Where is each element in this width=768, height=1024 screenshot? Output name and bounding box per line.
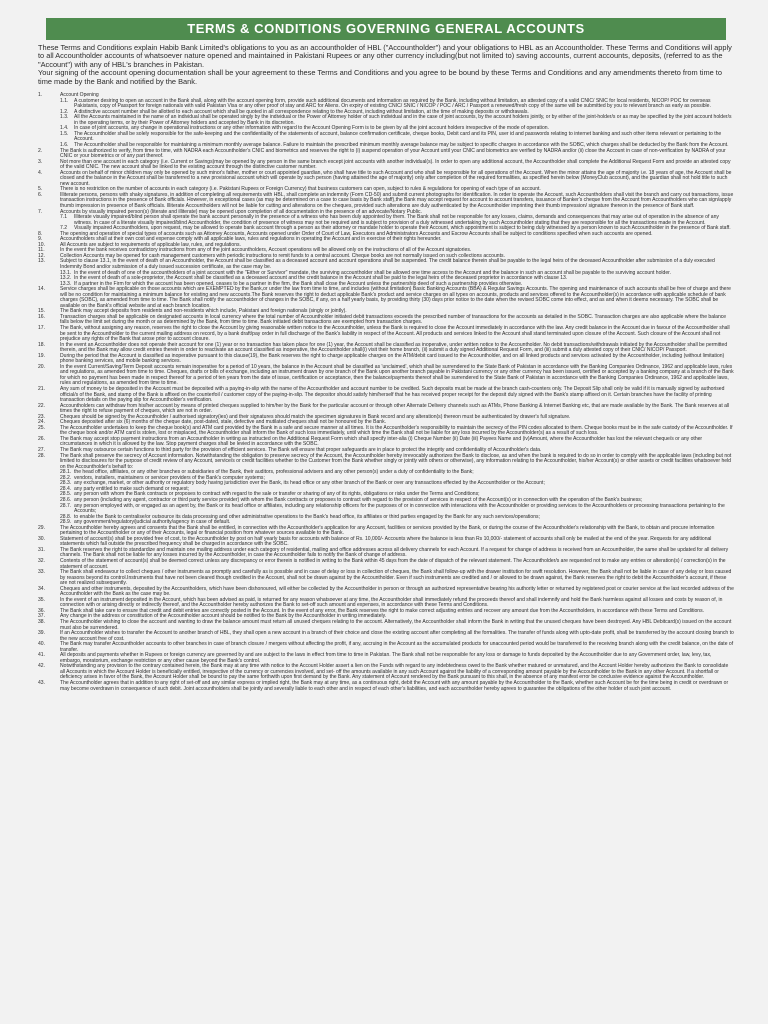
clause-text: The Bank may accept deposits from residents and non-residents which include, Pakistani and foreign nationals (singly or jointly).	[60, 308, 347, 315]
clause-number: 26.	[38, 435, 46, 442]
clause-number: 14.	[38, 286, 46, 293]
clause-text: Cheques deposited after six (6) months of the cheque date, post-dated, stale, defective and mutilated cheques shall not be honoured by the Bank.	[60, 419, 387, 426]
clause-number: 41.	[38, 652, 46, 659]
clause-item	[38, 287, 734, 309]
clause-number: 21.	[38, 386, 46, 393]
subclause-text: In the event of death of a sole-proprietor, the Account shall be classified as a deceased account and the credit balance in the Account shall be paid to the legal heirs of the deceased proprietor in accordance with clause 13.	[74, 275, 568, 282]
clause-number: 28.	[38, 452, 46, 459]
subclause-number: 28.9.	[60, 519, 72, 526]
clause-number: 37.	[38, 613, 46, 620]
clause-number: 32.	[38, 557, 46, 564]
clause-number: 16.	[38, 313, 46, 320]
clause-text: Accountholders shall at their own cost and expense comply with all applicable laws, rules and regulations in operating the Account and in exercise of their rights hereunder.	[60, 236, 442, 243]
clause-text: The Accountholder agrees that in addition to any right of set-off and any similar express or implied right, the Bank may at any time, as a continuous right, debit the Account with any amount payable by the Accountholder to the Bank, whether such Account be for the time being in credit or overdrawn or may become overdrawn in consequence of such debit. Joint accountholders shall be jointly and severally liable to each other and in respect of each other's liabilities, and each accountholder hereby agrees to guarantee the obligations of the other holder of such joint account.	[60, 680, 729, 692]
clause-text: The Bank may accept stop payment instructions from an Accountholder in writing as instructed on the Additional Request Form which shall specify inter-alia (i) Cheque Number (ii) Date (iii) Payees Name and (iv)Amount, where the Accountholder has lost the relevant cheque/s or any other circumstances in which it is allowed by the law. Stop payment charges shall be levied in accordance with the SOBC.	[60, 435, 703, 448]
clause-number: 3.	[38, 158, 43, 165]
subclause-number: 1.2.	[60, 108, 69, 115]
subclause-number: 1.4.	[60, 125, 69, 132]
clause-text: The Bank shall preserve the secrecy of Account information. Notwithstanding the obligation to preserve secrecy of the Account, the Accountholder hereby irrevocably authorizes the Bank to disclose, as and when the bank is required to do so in order to comply with the applicable laws (including but not limited to disclosures for the purpose of credit review of any Account, service/s or credit facilities whether to the Customer from the Bank whether singly or jointly with others or otherwise), any information relating to the Accountholder, his/her Account(s) or other assets or credit facilities whatsoever held on the Accountholder's behalf to:	[60, 452, 732, 470]
clause-text: The Accountholder wishing to close the account and wanting to draw the balance amount must return all unused cheques relating to the account. Alternatively, the Accountholder shall inform the Bank in writing that the unused cheques have been destroyed. Any HBL Debitcard(s) issued on the account must also be surrendered.	[60, 618, 732, 631]
subclause-text: A distinctive account number shall be allotted to each account which shall be quoted in all correspondence relating to the Account, including without limitation, at the time of making deposits or withdrawals.	[74, 108, 529, 115]
clause-number: 13.	[38, 258, 46, 265]
clause-text: Account Opening	[60, 92, 99, 99]
clause-number: 35.	[38, 596, 46, 603]
clause-number: 12.	[38, 252, 46, 259]
clause-text: All deposits and payments whether in Rupees or foreign currency are governed by and are subject to the laws in effect from time to time in Pakistan. The Bank shall not be responsible for any loss or damage to funds deposited by the Accountholder due to any Government order, law, levy, tax, embargo, moratorium, exchange restriction or any other cause beyond the Bank's control.	[60, 652, 712, 664]
clause-number: 11.	[38, 247, 45, 254]
clause-text: The opening and operation of special types of accounts such as Attorney Accounts, Accounts opened under Order of Court of Law, Executors and Administrators Accounts and Escrow Accounts shall be subject to conditions specified when such accounts are opened.	[60, 230, 653, 237]
subclause-number: 28.6.	[60, 496, 72, 503]
clause-text: In the event Current/Saving/Term Deposit accounts remain inoperative for a period of 10 years, the balance in the Account shall be classified as 'unclaimed', which shall be surrendered to the State Bank of Pakistan in accordance with the Banking Companies Ordinance, 1962 and applicable laws, rules and regulations, as amended from time to time. Cheques, drafts or bills of exchange, including an instrument drawn by one branch of the Bank upon another branch payable in Pakistani currency or any other currency has been issued, certified or accepted by a banking company at a branch of the Bank for which no payment has been made in respect thereof for a period of ten years from the date of issue, certification or acceptance, then the balance/payments thereof shall be surrendered to the State Bank of Pakistan in accordance with the Banking Companies Ordinance, 1962 and applicable laws, rules and regulations, as amended from time to time.	[60, 363, 734, 387]
clause-item	[38, 570, 734, 587]
clause-number: 9.	[38, 236, 43, 243]
clause-number: 39.	[38, 630, 46, 637]
subclause-text: All the Accounts maintained in the name of an individual shall be operated singly by the individual or the Power of Attorney holder of such individual and in the case of joint accounts, by the account holders jointly, or by either of the joint-holder/s or as may be specified by the joint account holder/s in the operating terms, or by their Power of Attorney holders and accepted by Bank in its discretion.	[74, 114, 732, 126]
clause-text: Contents of the statement of account(s) shall be deemed correct unless any discrepancy or error therein is notified in writing to the Bank within 45 days from the date of dispatch of the relevant statement. The Accountholder/s are requested not to make any entries or alteration(s) / correction(s) in the statement of account.	[60, 557, 726, 570]
clause-number: 18.	[38, 341, 46, 348]
subclause-number: 28.5.	[60, 491, 72, 498]
subclause-number: 28.2.	[60, 474, 72, 481]
clause-item	[38, 171, 734, 188]
subclause-list	[60, 215, 734, 232]
clause-text: The Bank may transfer Accountholder accounts to other branches in case of branch closure / mergers without affecting the profit, if any, accruing in the Account as the accumulated products for unaccounted period would be transferred to the receiving branch along with the credit balance, on the date of transfer.	[60, 641, 734, 653]
clause-text: The Bank shall take care to ensure that credit and debit entries are correctly posted in the Account. In the event of any error, the Bank reserves the right to make correct adjusting entries and recover any amount due from the Accountholders, in accordance with these Terms and Conditions.	[60, 607, 705, 614]
clause-number: 15.	[38, 308, 46, 315]
clause-number: 40.	[38, 641, 46, 648]
clause-number: 25.	[38, 424, 46, 431]
subclause-number: 28.3.	[60, 480, 72, 487]
clause-number: 30.	[38, 535, 46, 542]
clause-number: 1.	[38, 92, 43, 99]
subclause-number: 7.2	[60, 225, 68, 232]
clause-number: 24.	[38, 419, 46, 426]
subclause-text: any exchange, market, or other authority or regulatory body having jurisdiction over the Bank, its head office or any other branch of the Bank or over any transactions effected by the Accountholder or the Account;	[74, 480, 545, 487]
subclause-text: A customer desiring to open an account in the Bank shall, along with the account opening form, provide such additional documents and information as required by the Bank, including without limitation, an attested copy of a valid CNIC/ SNIC for local residents, NICOP/ POC for overseas Pakistanis, copy of Passport for foreign nationals with valid Pakistan Visa or any other proof of stay and ARC for Aliens. On expiry of existing CNIC/ SNIC / NICOP / POC / ARC / Passport a renewed/fresh copy of the same will be submitted by you to relevant branch as early as possible.	[74, 97, 711, 110]
clause-text: The Bank may outsource certain functions to third party for the provision of efficient services. The Bank will ensure that proper safeguards are in place to protect the integrity and confidentiality of Accountholder's data.	[60, 447, 542, 454]
clause-text: The Bank reserves the right to standardize and maintain one mailing address under each category of residential, mailing and office addresses across all delivery channels for each Account. If a request for change of address is received from an Accountholder, the same shall be updated for all delivery channels. The Bank shall not be liable for any losses incurred by the Accountholder, in case the Accountholder fails to notify the Bank of change of address.	[60, 546, 729, 559]
intro-paragraph: Your signing of the account opening documentation shall be your agreement to these Terms and Conditions and you agree to be bound by these Terms and Conditions and any amendments thereto from time to time made by the Bank and notified by the Bank.	[38, 68, 722, 86]
subclause-number: 28.8.	[60, 513, 72, 520]
subclause-list	[60, 271, 734, 288]
subclause-text: The Accountholder shall be responsible for maintaining a minimum monthly average balance. Failure to maintain the prescribed minimum monthly average balance may be subject to specific charges in accordance with the SOBC, which charges shall be deducted by the Bank from the Account.	[74, 141, 729, 148]
document-title: TERMS & CONDITIONS GOVERNING GENERAL ACCOUNTS	[46, 18, 726, 40]
subclause-list	[60, 99, 734, 149]
clause-number: 27.	[38, 447, 46, 454]
clause-item	[38, 93, 734, 148]
clause-number: 19.	[38, 352, 46, 359]
clause-text: All Accounts are subject to requirements of applicable law, rules, and regulations.	[60, 241, 241, 248]
clause-number: 17.	[38, 325, 46, 331]
subclause-text: any person employed with, or engaged as an agent by, the Bank or its head office or affiliates, including any relationship officers for the purposes of or in connection with interactions with the Accountholder or providing services to the Accountholders or processing transactions pertaining to the Accounts;	[74, 502, 725, 515]
subclause-number: 1.5.	[60, 130, 69, 137]
subclause-number: 28.4.	[60, 485, 72, 492]
clause-text: There is no restriction on the number of accounts in each category (i.e. Pakistani Rupees or Foreign Currency) that business customers can open, subject to rules & regulations for opening of each type of an account.	[60, 186, 541, 193]
clause-item	[38, 326, 734, 343]
clause-number: 6.	[38, 191, 43, 198]
subclause-number: 28.1.	[60, 469, 72, 476]
subclause-text: The Accountholder shall be solely responsible for the safe-keeping and the confidentiality of the statements of account, balance confirmation certificate, cheque books, Debit card and its PIN, user id and passwords relating to internet banking and such other items relevant or pertaining to the Account.	[74, 130, 722, 143]
subclause-text: Illiterate visually impaired/blind person shall operate the bank account personally in the presence of a witness who has been duly appointed by them. The Bank shall not be responsible for any losses, claims, demands and consequences that may arise out of operation in the absence of any witness. In case of a literate visually impaired/blind Accountholder, the condition of presence of witness may not be required and is subject to provision of a duly witnessed undertaking by such Accountholder stating that they are responsible for all the transactions made in the Account.	[74, 214, 719, 226]
clause-number: 29.	[38, 524, 46, 531]
clause-text: In the event the bank receives contradictory instructions from any of the joint accountholders, Account operations will be allowed only on the instructions of all of the Account signatories.	[60, 247, 472, 254]
clause-text: Any change in the address or constitution of the Accountholder account should be notified to the Bank by the Accountholder in writing immediately.	[60, 613, 387, 620]
clause-text: During the period that the Account is classified as inoperative pursuant to this clause(19), the Bank reserves the right to charge applicable charges on the ATM/debit card issued to the Accountholder, and on all linked products and services activated by the Accountholder, including (without limitation) phone banking services, and mobile banking services.	[60, 352, 725, 365]
clause-text: The Accountholder undertakes to keep the cheque book(s) and ATM card provided by the Bank in a safe and secure manner at all times. It is the Accountholder's responsibility to maintain the secrecy of the PIN codes allocated to them. Cheque books must be in the safe custody of the Accountholder. If the cheque book and/or ATM card is stolen, lost or misplaced, the Accountholder shall inform the Bank of such loss immediately, until which time the Bank shall not be liable for any loss incurred by the Accountholder(s) as a result of such loss.	[60, 424, 733, 437]
clause-item	[38, 193, 734, 210]
clause-item	[38, 681, 734, 692]
subclause-text: If a partner in the Firm for which the account has been opened, ceases to be a partner in the firm, the Bank shall close the Account unless the partnership deed of such a partnership provides otherwise.	[74, 280, 523, 287]
clause-number: 5.	[38, 186, 43, 193]
subclause-number: 1.6.	[60, 141, 69, 148]
clause-text: If an Accountholder wishes to transfer the Account to another branch of HBL, they shall open a new account in a branch of their choice and close the existing account after completing all the formalities. The transfer of funds along with upto-date profit, shall be transferred by the account closing branch to the new account free of cost.	[60, 630, 734, 642]
clause-text: Not more than one account in each category (i.e. Current or Savings)may be opened by any person in the same branch except joint accounts with another individual(s). In order to open any additional account, the Accountholder shall complete the Additional Request Form and provide an attested copy of the valid CNIC. The new account shall be linked to the existing account through the distinctive customer number.	[60, 158, 731, 171]
clause-text: Transaction charges shall be applicable on designated accounts in local currency where the total number of Accountholder initiated debit transactions exceeds the prescribed number of transactions for the accounts as detailed in the SOBC. Transaction charges are also applicable where the balance falls below the limit set during the month or as determined by the Bank, from time to time. Bank initiated debit transactions are exempted from transaction charges.	[60, 313, 727, 326]
clause-text: Accounts on behalf of minor children may only be opened by such minor's father, mother or court appointed guardian, who shall have title to such Account and who shall be responsible for all operations of the Account. When the minor attains the age of majority i.e. 18 years of age, the Account shall be closed and the balance in the Account shall be transferred to a new provisional account which will operate by such person (having attained the age of majority) only after completion of the required formalities, as specified herein below (MoneyClub account), and the guardian shall not hold title to such new account.	[60, 169, 732, 187]
clause-number: 43.	[38, 680, 46, 686]
clause-text: In the event of an instrument deposited in the Account, which has been advised as paid, is returned for any reason whatsoever at any time, the Accountholder shall immediately refund the proceeds thereof and shall indemnify and hold the Bank harmless against all losses and costs by reason of, in connection with or arising directly or indirectly thereof, and the Accountholder hereby authorizes the Bank to set-off such amount and expenses, in accordance with these Terms and Conditions.	[60, 596, 723, 609]
clause-text: The Bank, without assigning any reason, reserves the right to close the Account by giving reasonable written notice to the Accountholder, unless the Bank is required to close the Account immediately in accordance with the law. Any credit balance in the Account due in favour of the Accountholder shall be sent to the Accountholder to the current mailing address on record, by a bank draft/pay order in full discharge of the Bank's liability in respect of the Account. All products and services linked to the Account shall stand terminated upon closure of the Account. Such closure of the Account shall not prejudice any rights of the Bank that arose prior to account closure.	[60, 325, 730, 343]
clause-number: 2.	[38, 147, 43, 154]
subclause-list	[60, 470, 734, 525]
subclause-text: any person (including any agent, contractor or third party service provider) with whom the Bank contracts or proposes to contract with regard to the provision of services in respect of the Account(s) or in connection with the operation of the Bank's business;	[74, 496, 643, 503]
clause-number: 38.	[38, 618, 46, 625]
clause-item	[38, 387, 734, 404]
subclause-number: 28.7.	[60, 502, 72, 509]
clause-text: Accountholders can withdraw from his/her account by means of printed cheques supplied to him/her by the Bank for the particular account or through other Alternate Delivery channels such as ATMs, Phone Banking & Internet Banking etc, that are made available by the Bank. The Bank reserves at all times the right to refuse payment of cheques, which are not in order.	[60, 402, 730, 415]
clause-number: 10.	[38, 241, 46, 248]
clause-number: 22.	[38, 402, 46, 409]
clause-text: In the event an Accountholder does not operate their account for one (1) year or no transaction has taken place for one (1) year, the Account shall be classified as inoperative, under written notice to the Accountholder. No debit transactions/withdrawals initiated by the Accountholder shall be permitted therein, and the Bank may allow credit entries therein in order to reactivate an account classified as inoperative, the Accountholder shall(i) visit their home branch, (ii) submit a duly signed Additional Request Form, and (iii) submit a duly attested copy of their CNIC/ NICOP/ Passport.	[60, 341, 728, 354]
subclause-number: 1.3.	[60, 114, 69, 121]
subclause-text: In case of joint accounts, any change in operational instructions or any other information with regard to the Account Opening Form is to be given by all the joint account holders irrespective of the mode of operation.	[74, 125, 549, 132]
intro-section	[38, 44, 734, 86]
clause-text: Illiterate persons, persons with shaky signatures, in addition of completing all requirements with HBL, shall complete an indemnity (Form CD-50) and submit current photographs for identification. In order to operate the Account, such Accountholders shall visit the branch and carry out transactions, issue transaction instructions in the presence of Bank officials. However, in exceptional cases (as may be determined on a case to case basis by Bank staff),the Bank may accept request for account to account transfers, issuance of Banker's cheque from the Account from Accountholders who can sign/apply thumb impression in presence of Bank officials. Illiterate Accountholders will not be liable for cutting and alterations on the cheques, provided such alterations are duly authenticated by the Accountholder imprinting their thumb impression/ signature thereon in the presence of Bank staff.	[60, 191, 734, 209]
clause-text: The Accountholder hereby agrees and consents that the Bank shall be entitled, in connection with the Accountholder's application for any Account, facilities or services provided by the Bank, or during the course of the Accountholder's relationship with the Bank, to obtain and procure information pertaining to the Accountholder or any of their Accounts, legal or financial position from whatever sources available to the Bank.	[60, 524, 715, 537]
clause-item	[38, 210, 734, 232]
clause-number: 7.	[38, 208, 43, 215]
clause-item	[38, 454, 734, 526]
subclause-text: any person with whom the Bank contracts or proposes to contract with regard to the sale or transfer or sharing of any of its rights, obligations or risks under the Terms and Conditions;	[74, 491, 480, 498]
clause-text: Collection Accounts may be opened for cash management customers with periodic instructions to remit funds to a central account. Cheque books are not normally issued on such collections accounts.	[60, 252, 505, 259]
clause-text: Cheques and other instruments, deposited by the Accountholders, which have been dishonoured, will either be collected by the Accountholder in person or through an authorized representative bearing his authority letter or returned by registered post or courier service at the last recorded address of the Accountholder with the Bank as the case may be.	[60, 585, 734, 598]
clause-number: 36.	[38, 607, 46, 614]
subclause-number: 13.1.	[60, 269, 72, 276]
subclause-text: any government/regulatory/judicial authority/agency in case of default.	[74, 519, 231, 526]
subclause-text: Visually impaired Accountholders, upon request, may be allowed to operate bank account through a person as their attorney or mandate holder to operate their Account, which appointment is subject to being duly witnessed by a person known to such Accountholder in the presence of Bank staff.	[74, 225, 731, 232]
clause-list	[38, 93, 734, 692]
clause-text: Service charges shall be applicable on those accounts which are EXEMPTED by the Bank,or under the law from time to time, and includes (without limitation) Basic Banking Accounts (BBA) & Regular Savings Accounts. The opening and maintenance of such accounts shall be free of charge and there will be no condition for maintaining a minimum balance for existing and new accounts.The Bank reserves the right to deduct applicable Bank's product and service charges on all types on accounts, products and services offered to the Accountholder(s) in accordance with applicable schedule of bank charges (SOBC), as amended from time to time. The Bank shall notify the accountholder of changes in the SOBC, if any, on a half yearly basis, by providing thirty (30) days prior notice to the date when the revised SOBC come into effect, and as and when it deems necessary. The SOBC shall be available on the Bank's official website and at each branch location.	[60, 286, 731, 309]
clause-text: Any sum of money to be deposited in the Account must be deposited with a paying-in-slip with the name of the Accountholder and account number to be credited. Such deposits must be made at the branch cash-counters only. The Deposit Slip shall only be valid if it is manually signed by authorised official/s of the Bank, and stamp of the Bank is affixed on the counterfoil / customer copy of the paying-in-slip. The depositor should satisfy him/herself that he has received proper receipt for the deposit duly signed with the Bank's stamp affixed on it. Certain branches have the facility of printing transaction details on the paying slip for Accountholder's verification.	[60, 386, 725, 404]
subclause-number: 13.2.	[60, 275, 72, 282]
clause-text: The Bank is authorized to verify, from time to time, with NADRA each Accountholder's CNIC and biometrics and reserves the right to (i) suspend operation of your Account until your CNIC and biometrics are verified by NADRA and/or (ii) close the Account in case of non-verification by NADRA of your CNIC or your biometrics or of any part thereof.	[60, 147, 726, 160]
subclause-text: vendors, installers, maintainers or servicer providers of the Bank's computer systems;	[74, 474, 265, 481]
clause-number: 31.	[38, 546, 46, 553]
subclause-text: the head office, affiliates, or any other branches or subsidiaries of the Bank, their auditors, professional advisers and any other person(s) under a duty of confidentiality to the Bank;	[74, 469, 474, 476]
clause-text: The Bank shall endeavour to collect cheques / other instruments as promptly and carefully as is possible and in case of delay or loss in collection of cheques, the Bank shall follow-up with the drawer institution for swift resolution. However, the Bank shall not be liable in case of any delay or loss caused by reasons beyond its control.Instruments that have not been cleared though credited in the Account, shall not be drawn against by the Accountholder. Even if such instruments are credited and / or allowed to be drawn against, the Bank reserves the right to debit the Accountholder's account, if these are not realized subsequently.	[60, 569, 732, 587]
clause-text: Accounts by visually impaired person(s) (literate and illiterate) may be opened upon completion of all documentation in the presence of an advocate/Notary Public.	[60, 208, 422, 215]
clause-number: 20.	[38, 363, 46, 370]
clause-text: Notwithstanding any provision to the contrary contained herein, the Bank may at any time with notice to the Account Holder assert a lien on the Funds with regard to any indebtedness owed to the Bank whether matured or unmatured, and the Account Holder hereby authorizes the Bank to consolidate all Accounts in which the Account Holder is beneficially entitled, irrespective of the currency or currencies involved, and set- off the amounts available in any such Account against the liability of a corresponding amount payable by the Accountholder to the Bank in any other Account. If a shortfall or deficiency arises in favor of the Bank, the Account Holder shall be bound to pay the same forthwith upon first demand by the Bank. Any statement of Account rendered by the Bank pursuant to this shall, in the absence of any manifest error be conclusive evidence against the Accountholder.	[60, 663, 729, 681]
clause-number: 42.	[38, 663, 46, 670]
subclause-number: 1.1.	[60, 97, 69, 104]
clause-number: 23.	[38, 413, 46, 420]
subclause-text: to enable the Bank to centralise/or outsource its data processing and other administrative operations to the Bank's head office, its affiliates or third parties engaged by the Bank for any such services/operations;	[74, 513, 540, 520]
subclause-text: any party entitled to make such demand or request;	[74, 485, 190, 492]
intro-paragraph: These Terms and Conditions explain Habib Bank Limited's obligations to you as an accountholder of HBL ("Accountholder") and your obligations to HBL as an Accountholder. These Terms and Conditions will apply to all Accountholder accounts of whatsoever nature opened and maintained in Pakistani Rupees or any other currency including(but not limited to) saving accounts, current accounts, deposits, (referred to as the "Account") with any of HBL's branches in Pakistan.	[38, 43, 732, 69]
subclause-number: 7.1	[60, 214, 68, 221]
clause-number: 33.	[38, 569, 46, 576]
clause-number: 4.	[38, 169, 43, 176]
subclause-text: In the event of death of one of the accountholders of a joint account with the "Either or Survivor" mandate, the surviving accountholder shall be allowed one time access to the Account and the balance in such an account shall be payable to the surviving account holder.	[74, 269, 671, 276]
clause-text: Statement of account(s) shall be provided free of cost, to the Accountholder by post on half yearly basis for accounts with balance of Rs. 10,000/- Accounts where the balance is less than Rs 10,000/- statement of accounts shall only be mailed at the end of the year. Requests for any additional statements which fall outside the prescribed frequency shall be charged in accordance with the SOBC.	[60, 535, 712, 548]
clause-item	[38, 365, 734, 387]
subclause-number: 13.3.	[60, 280, 72, 287]
clause-number: 8.	[38, 230, 43, 237]
clause-text: Cheques should be signed by the Accountholder / authorised signatory(ies) and their signatures should match the specimen signatures in Bank record and any alteration(s) thereon must be authenticated by drawer's full signature.	[60, 413, 571, 420]
clause-text: Subject to clause 13.1, in the event of death of an Accountholder, the Account shall be classified as a deceased account and account operations shall be suspended. The credit balance therein shall be payable to the legal heirs of the deceased Accountholder after submission of a duly executed Indemnity Bond and/or submission of a duly issued succession certificate, as the case may be.	[60, 258, 715, 270]
clause-number: 34.	[38, 585, 46, 592]
clause-item	[38, 259, 734, 287]
clause-item	[38, 664, 734, 681]
